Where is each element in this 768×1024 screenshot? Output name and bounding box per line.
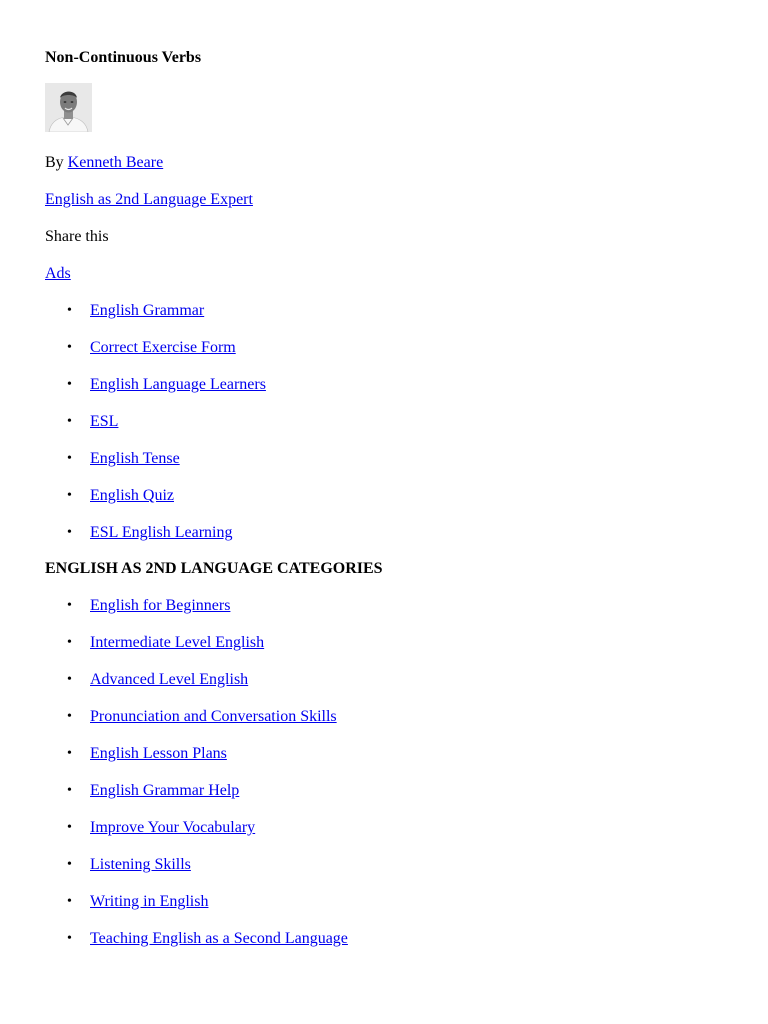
bullet-icon: • xyxy=(67,303,72,318)
ad-link-english-tense[interactable]: English Tense xyxy=(90,450,180,467)
ad-link-english-language-learners[interactable]: English Language Learners xyxy=(90,376,266,393)
author-link[interactable]: Kenneth Beare xyxy=(67,154,164,171)
ads-line xyxy=(45,264,71,284)
list-item xyxy=(45,633,348,670)
bullet-icon: • xyxy=(67,377,72,392)
list-item xyxy=(45,929,348,966)
ads-link[interactable]: Ads xyxy=(45,265,71,282)
list-item xyxy=(45,301,266,338)
author-role-line xyxy=(45,190,253,210)
list-item xyxy=(45,375,266,412)
ad-link-esl-english-learning[interactable]: ESL English Learning xyxy=(90,524,233,541)
byline-prefix: By xyxy=(45,154,64,171)
bullet-icon: • xyxy=(67,340,72,355)
list-item xyxy=(45,523,266,560)
author-photo-icon xyxy=(45,83,92,132)
bullet-icon: • xyxy=(67,488,72,503)
list-item xyxy=(45,781,348,818)
share-label: Share this xyxy=(45,228,109,245)
category-link-advanced[interactable]: Advanced Level English xyxy=(90,671,249,688)
bullet-icon: • xyxy=(67,672,72,687)
list-item xyxy=(45,892,348,929)
category-link-teaching[interactable]: Teaching English as a Second Language xyxy=(90,930,348,947)
category-link-vocabulary[interactable]: Improve Your Vocabulary xyxy=(90,819,256,836)
bullet-icon: • xyxy=(67,709,72,724)
bullet-icon: • xyxy=(67,931,72,946)
list-item xyxy=(45,855,348,892)
category-link-listening[interactable]: Listening Skills xyxy=(90,856,191,873)
author-role-link[interactable]: English as 2nd Language Expert xyxy=(45,191,253,208)
list-item xyxy=(45,486,266,523)
bullet-icon: • xyxy=(67,894,72,909)
category-link-pronunciation[interactable]: Pronunciation and Conversation Skills xyxy=(90,708,337,725)
list-item xyxy=(45,449,266,486)
ad-link-correct-exercise-form[interactable]: Correct Exercise Form xyxy=(90,339,236,356)
ad-link-english-grammar[interactable]: English Grammar xyxy=(90,302,205,319)
list-item xyxy=(45,744,348,781)
bullet-icon: • xyxy=(67,414,72,429)
page-title: Non-Continuous Verbs xyxy=(45,49,202,66)
bullet-icon: • xyxy=(67,857,72,872)
list-item xyxy=(45,707,348,744)
list-item xyxy=(45,412,266,449)
ads-link-list xyxy=(45,301,266,560)
categories-heading: ENGLISH AS 2ND LANGUAGE CATEGORIES xyxy=(45,560,383,577)
list-item xyxy=(45,670,348,707)
category-link-beginners[interactable]: English for Beginners xyxy=(90,597,231,614)
category-link-lesson-plans[interactable]: English Lesson Plans xyxy=(90,745,227,762)
category-link-grammar-help[interactable]: English Grammar Help xyxy=(90,782,240,799)
byline xyxy=(45,153,163,173)
bullet-icon: • xyxy=(67,525,72,540)
bullet-icon: • xyxy=(67,451,72,466)
list-item xyxy=(45,596,348,633)
author-avatar xyxy=(45,83,92,132)
bullet-icon: • xyxy=(67,635,72,650)
bullet-icon: • xyxy=(67,746,72,761)
category-link-writing[interactable]: Writing in English xyxy=(90,893,209,910)
bullet-icon: • xyxy=(67,783,72,798)
bullet-icon: • xyxy=(67,598,72,613)
categories-list xyxy=(45,596,348,966)
ad-link-english-quiz[interactable]: English Quiz xyxy=(90,487,174,504)
list-item xyxy=(45,338,266,375)
category-link-intermediate[interactable]: Intermediate Level English xyxy=(90,634,265,651)
list-item xyxy=(45,818,348,855)
ad-link-esl[interactable]: ESL xyxy=(90,413,119,430)
bullet-icon: • xyxy=(67,820,72,835)
